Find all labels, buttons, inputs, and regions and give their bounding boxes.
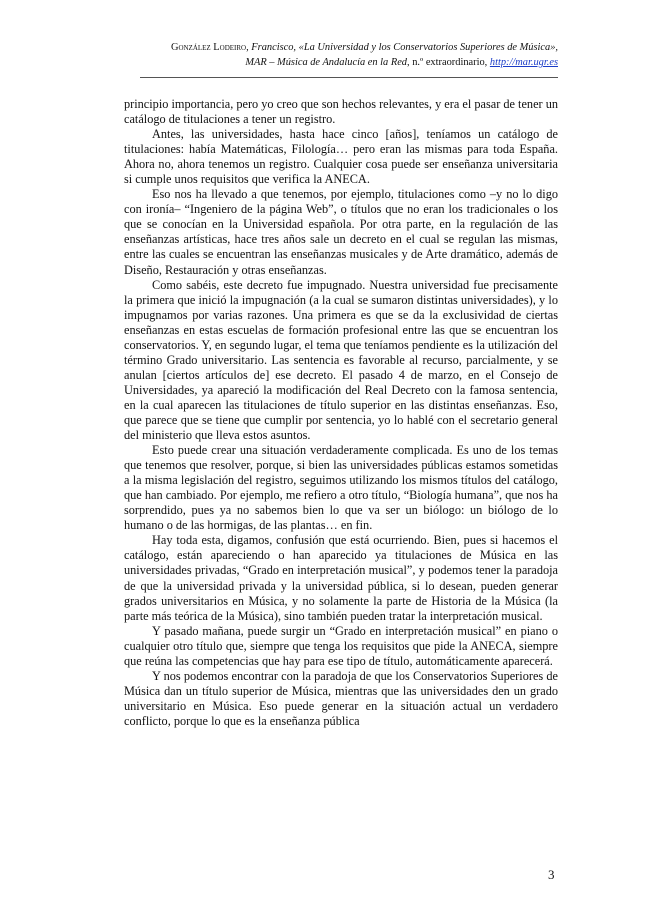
header-title: , Francisco, «La Universidad y los Conservatorios Superiores de Música», (246, 42, 558, 53)
paragraph: Como sabéis, este decreto fue impugnado. Nuestra universidad fue precisamente la primera que inició la impugnación (a la cual se sumaron distintas universidades), y lo impugnamos por varias razones. Una primera es que se da la exclusividad de ciertas enseñanzas en estas escuelas de formación profesional entre las que se encuentran los conservatorios. Y, en segundo lugar, el tema que teníamos pendiente es la utilización del término Grado universitario. Las sentencia es favorable al recurso, parcialmente, y se anulan [ciertos artículos de] ese decreto. El pasado 4 de marzo, en el Consejo de Universidades, ya apareció la modificación del Real Decreto con la famosa sentencia, en la cual aparecen las titulaciones de título superior en las distintas enseñanzas. Eso, que parece que se tiene que cumplir por sentencia, yo lo hablé con el secretario general del ministerio que lleva estos asuntos. (124, 277, 558, 443)
paragraph: Esto puede crear una situación verdaderamente complicada. Es uno de los temas que tenemos que resolver, porque, si bien las universidades públicas estamos sometidas a la misma legislación del registro, seguimos utilizando los mismos títulos del catálogo, que han cambiado. Por ejemplo, me refiero a otro título, “Biología humana”, que nos ha sorprendido, pues ya no sabemos bien lo que va ser un biólogo: un biólogo de lo humano o de las hormigas, de las plantas… en fin. (124, 443, 558, 533)
paragraph: Eso nos ha llevado a que tenemos, por ejemplo, titulaciones como –y no lo digo con ironía– “Ingeniero de la página Web”, o títulos que no eran los tradicionales o los que se conocían en la Universidad española. Por otra parte, en la regulación de las enseñanzas artísticas, hace tres años sale un decreto en el cual se regulan las mismas, entre las cuales se encuentran las enseñanzas musicales y de Arte dramático, además de Diseño, Restauración y otras enseñanzas. (124, 187, 558, 277)
header-issue: , n.º extraordinario, (407, 57, 490, 68)
header-url-link[interactable]: http://mar.ugr.es (489, 57, 558, 68)
paragraph: Antes, las universidades, hasta hace cinco [años], teníamos un catálogo de titulaciones: había Matemáticas, Filología… pero eran las mismas para toda España. Ahora no, ahora tenemos un registro. Cualquier cosa puede ser enseñanza universitaria si cumple unos requisitos que verifica la ANECA. (124, 127, 558, 187)
header-divider (140, 77, 558, 78)
header-journal: MAR – Música de Andalucía en la Red (245, 57, 408, 68)
running-header (140, 40, 558, 70)
page-number: 3 (548, 867, 555, 882)
header-line-1 (140, 40, 558, 55)
paragraph: principio importancia, pero yo creo que son hechos relevantes, y era el pasar de tener un catálogo de titulaciones a tener un registro. (124, 97, 558, 127)
paragraph: Y nos podemos encontrar con la paradoja de que los Conservatorios Superiores de Música dan un título superior de Música, mientras que las universidades den un grado universitario en Música. Eso puede generar en la situación actual un verdadero conflicto, porque lo que es la enseñanza pública (124, 668, 558, 728)
paragraph: Y pasado mañana, puede surgir un “Grado en interpretación musical” en piano o cualquier otro título que, siempre que tenga los requisitos que pide la ANECA, siempre que reúna las competencias que hay para ese tipo de título, automáticamente aparecerá. (124, 623, 558, 668)
paragraph: Hay toda esta, digamos, confusión que está ocurriendo. Bien, pues si hacemos el catálogo, están apareciendo o han aparecido ya titulaciones de Música en las universidades privadas, “Grado en interpretación musical”, y podemos tener la paradoja de que la universidad privada y la universidad pública, si lo desean, pueden generar grados universitarios en Música, y no solamente la parte de Historia de la Música (la parte más teórica de la Música), sino también pueden tratar la interpretación musical. (124, 533, 558, 623)
article-body (124, 97, 558, 729)
header-author: González Lodeiro (170, 42, 247, 53)
header-line-2 (140, 55, 558, 70)
